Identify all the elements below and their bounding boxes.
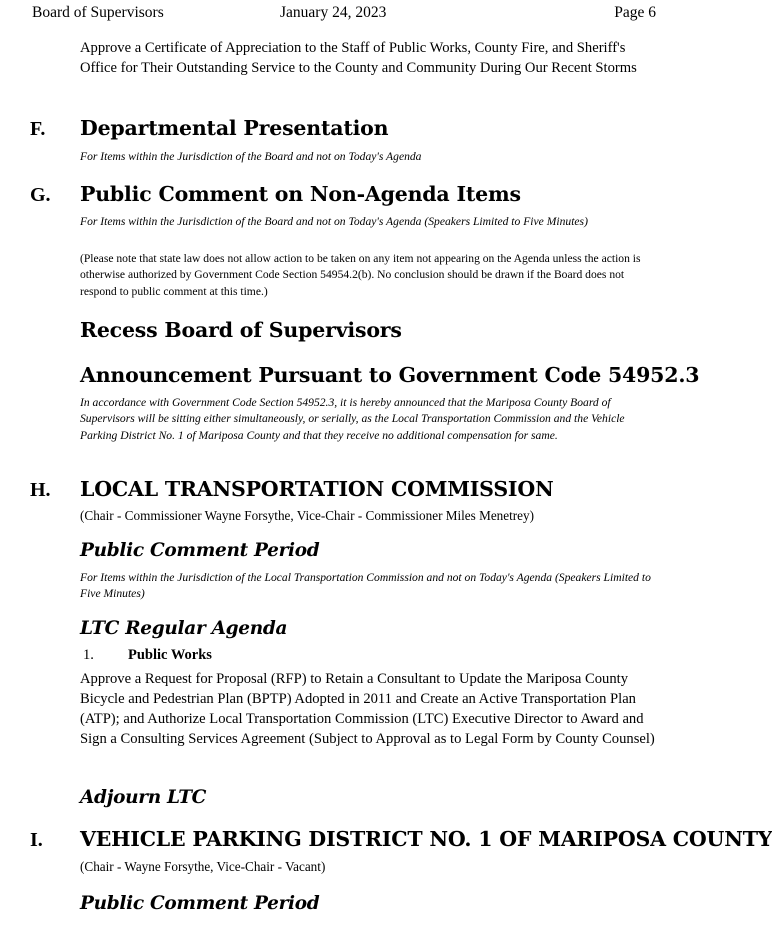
section-i-title: VEHICLE PARKING DISTRICT NO. 1 OF MARIPOSA COUNTY	[80, 827, 772, 851]
section-f-letter: F.	[30, 118, 46, 140]
announcement-text: In accordance with Government Code Section 54952.3, it is hereby announced that the Mariposa County Board of Supervisors will be sitting either simultaneously, or serially, as the Local Transportation Commission and the Vehicle Parking District No. 1 of Mariposa County and that they receive no additional compensation for same.	[80, 396, 625, 442]
section-i-letter: I.	[30, 829, 43, 851]
header-page-number: Page 6	[614, 4, 656, 21]
ltc-regular-agenda-title: LTC Regular Agenda	[80, 618, 288, 639]
adjourn-ltc: Adjourn LTC	[80, 787, 207, 808]
section-i-chair: (Chair - Wayne Forsythe, Vice-Chair - Vacant)	[80, 859, 326, 874]
section-g-letter: G.	[30, 184, 51, 206]
header-date: January 24, 2023	[280, 4, 387, 21]
section-f-title: Departmental Presentation	[80, 116, 389, 140]
certificate-item-text: Approve a Certificate of Appreciation to the Staff of Public Works, County Fire, and Sheriff's Office for Their Outstanding Service to the County and Community During Our Recent Storms	[80, 40, 637, 76]
announcement-title: Announcement Pursuant to Government Code 54952.3	[80, 363, 700, 387]
section-h-letter: H.	[30, 479, 51, 501]
section-h-chair: (Chair - Commissioner Wayne Forsythe, Vice-Chair - Commissioner Miles Menetrey)	[80, 508, 535, 523]
section-f-note: For Items within the Jurisdiction of the Board and not on Today's Agenda	[80, 150, 422, 163]
ltc-public-comment-note: For Items within the Jurisdiction of the Local Transportation Commission and not on Today's Agenda (Speakers Limited to Five Minutes)	[80, 571, 651, 601]
header-board-name: Board of Supervisors	[32, 4, 164, 21]
section-h-title: LOCAL TRANSPORTATION COMMISSION	[80, 477, 554, 501]
section-g-note-italic: For Items within the Jurisdiction of the Board and not on Today's Agenda (Speakers Limited to Five Minutes)	[80, 215, 588, 228]
recess-title: Recess Board of Supervisors	[80, 318, 402, 342]
ltc-public-comment-title: Public Comment Period	[80, 540, 320, 561]
ltc-item-department: Public Works	[128, 647, 212, 663]
vpd-public-comment-title: Public Comment Period	[80, 893, 320, 914]
section-g-title: Public Comment on Non-Agenda Items	[80, 182, 521, 206]
ltc-item-number: 1.	[83, 647, 94, 663]
ltc-item-text: Approve a Request for Proposal (RFP) to Retain a Consultant to Update the Mariposa County Bicycle and Pedestrian Plan (BPTP) Adopted in 2011 and Create an Active Transportation Plan (ATP); and Authorize Local Transportation Commission (LTC) Executive Director to Award and Sign a Consulting Services Agreement (Subject to Approval as to Legal Form by County Counsel)	[80, 671, 655, 747]
section-g-legal-note: (Please note that state law does not allow action to be taken on any item not appearing on the Agenda unless the action is otherwise authorized by Government Code Section 54954.2(b). No conclusion should be drawn if the Board does not respond to public comment at this time.)	[80, 252, 641, 298]
